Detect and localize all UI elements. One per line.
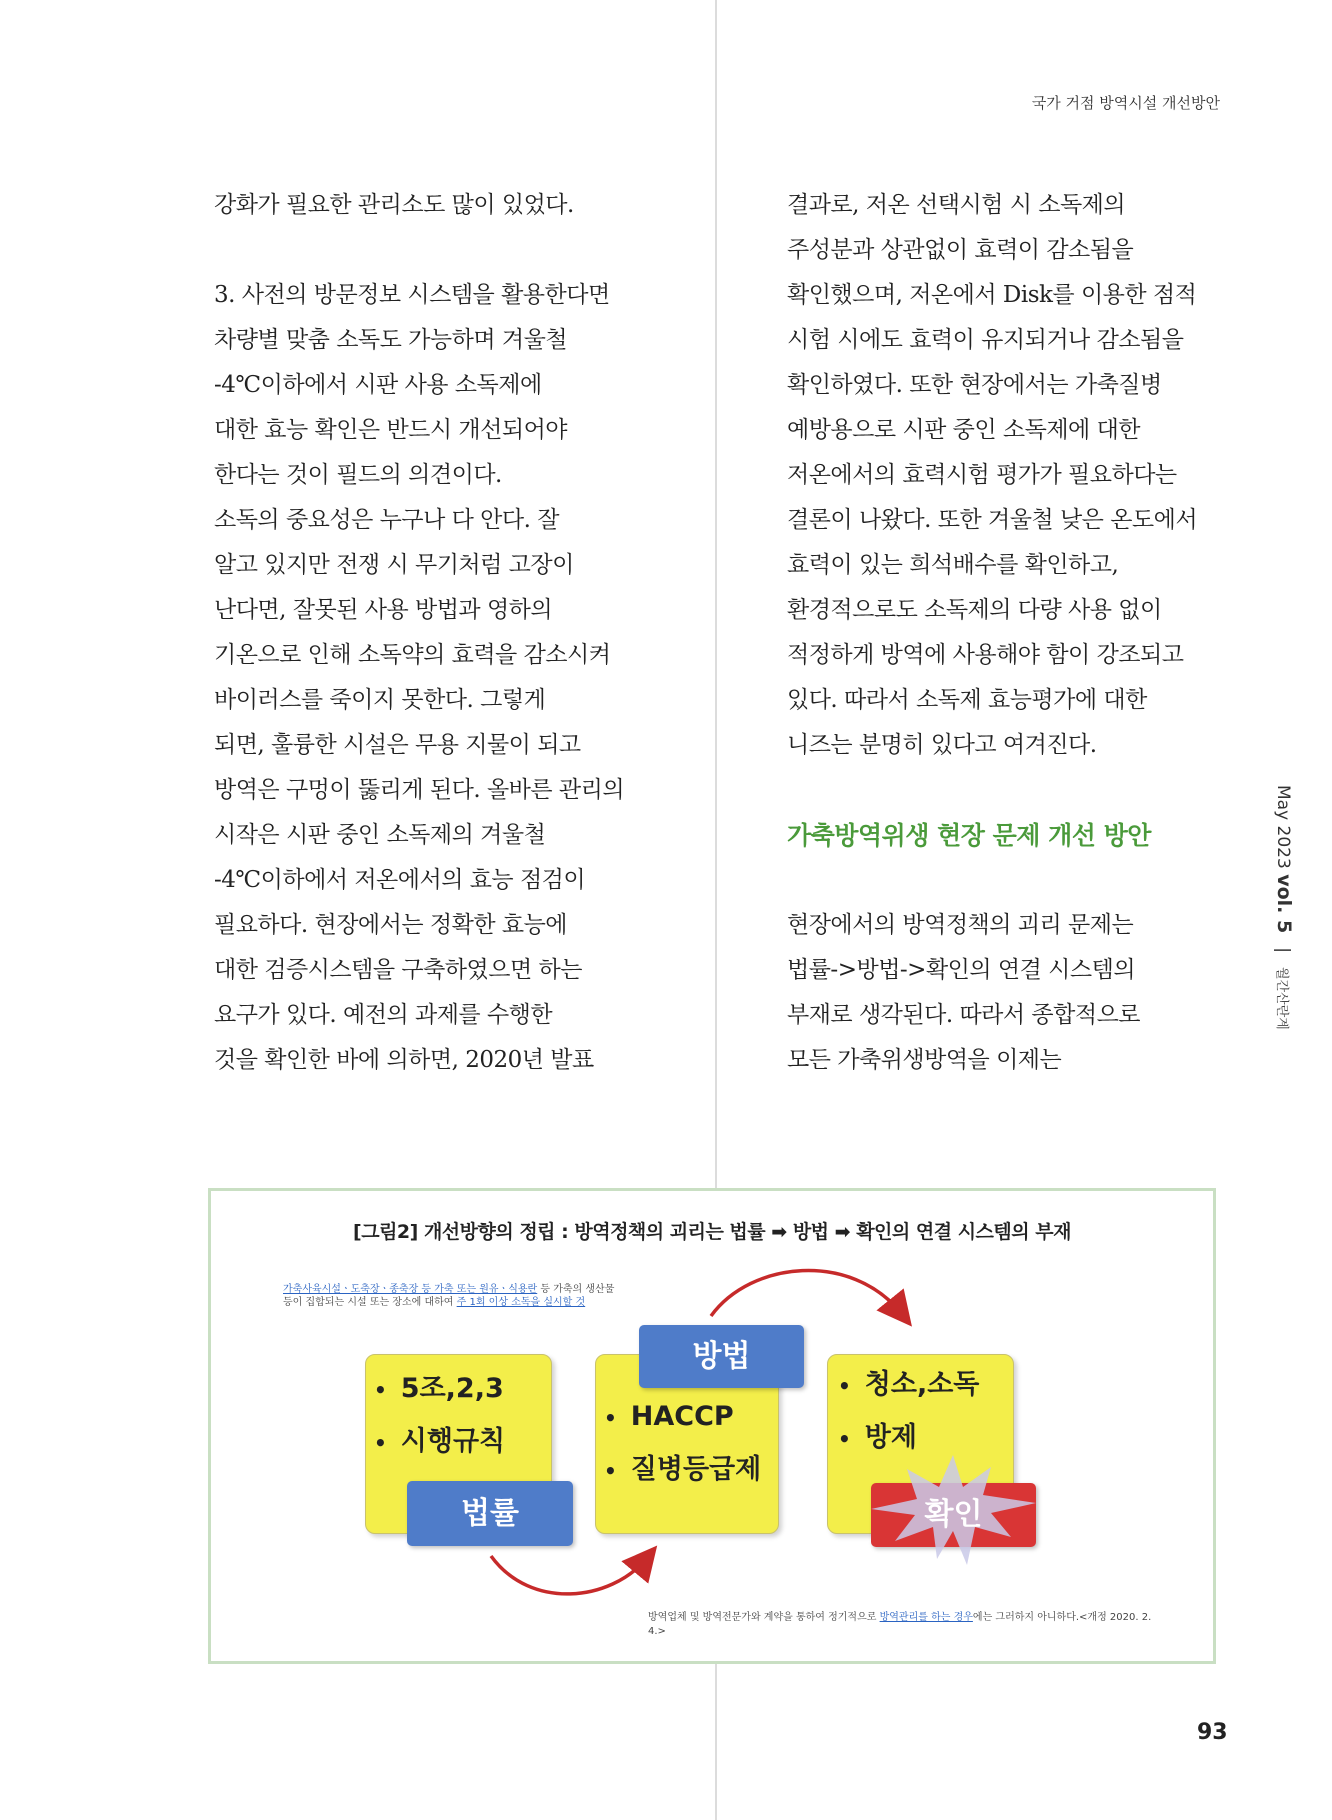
body-line: 저온에서의 효력시험 평가가 필요하다는 [787,462,1177,488]
body-line: 방역은 구멍이 뚫리게 된다. 올바른 관리의 [214,777,625,803]
body-line: 소독의 중요성은 누구나 다 안다. 잘 [214,507,559,533]
body-line: 한다는 것이 필드의 의견이다. [214,462,502,488]
blank-line [787,858,1197,903]
list-item: • HACCP [604,1401,734,1432]
body-line: -4℃이하에서 시판 사용 소독제에 [214,372,542,398]
body-line: 3. 사전의 방문정보 시스템을 활용한다면 [214,282,610,308]
body-line: 결과로, 저온 선택시험 시 소독제의 [787,192,1126,218]
body-line: 요구가 있다. 예전의 과제를 수행한 [214,1002,553,1028]
body-line: 주성분과 상관없이 효력이 감소됨을 [787,237,1134,263]
body-line: 현장에서의 방역정책의 괴리 문제는 [787,912,1134,938]
body-line: 확인했으며, 저온에서 Disk를 이용한 점적 [787,282,1197,308]
body-line: 모든 가축위생방역을 이제는 [787,1047,1062,1073]
list-item: • 방제 [838,1422,917,1453]
body-line: 기온으로 인해 소독약의 효력을 감소시켜 [214,642,611,668]
body-line: 법률->방법->확인의 연결 시스템의 [787,957,1136,983]
body-line: 효력이 있는 희석배수를 확인하고, [787,552,1119,578]
page-number: 93 [1197,1720,1228,1745]
figure-caption: [그림2] 개선방향의 정립 : 방역정책의 괴리는 법률 ➡ 방법 ➡ 확인의 연결 시스템의 부재 [353,1221,1071,1243]
blank-line [787,768,1197,813]
right-text-column [787,183,1197,1083]
right-arrow-icon: ➡ [834,1221,851,1243]
body-line: 강화가 필요한 관리소도 많이 있었다. [214,192,574,218]
figure-note-bottom: 방역업체 및 방역전문가와 계약을 통하여 정기적으로 방역관리를 하는 경우에는 그러하지 아니하다.<개정 2020. 2. 4.> [648,1612,1152,1637]
body-line: 결론이 나왔다. 또한 겨울철 낮은 온도에서 [787,507,1198,533]
figure-2 [208,1188,1216,1664]
body-line: 난다면, 잘못된 사용 방법과 영하의 [214,597,553,623]
body-line: 바이러스를 죽이지 못한다. 그렇게 [214,687,546,713]
body-line: 필요하다. 현장에서는 정확한 효능에 [214,912,568,938]
body-line: 것을 확인한 바에 의하면, 2020년 발표 [214,1047,594,1073]
body-line: 예방용으로 시판 중인 소독제에 대한 [787,417,1141,443]
running-header: 국가 거점 방역시설 개선방안 [1031,94,1220,112]
arc-arrow-law-to-method [491,1556,646,1594]
issue-date: May 2023 [1273,785,1293,869]
magazine-name: 월간산란계 [1274,966,1289,1030]
body-line: 부재로 생각된다. 따라서 종합적으로 [787,1002,1141,1028]
body-line: -4℃이하에서 저온에서의 효능 점검이 [214,867,586,893]
arc-arrow-method-to-confirm [711,1270,901,1316]
left-text-column [214,183,624,1083]
body-line: 대한 효능 확인은 반드시 개선되어야 [214,417,568,443]
side-issue-tag [1265,785,1295,1030]
list-item: • 질병등급제 [604,1454,762,1485]
blank-line [214,228,624,273]
body-line: 있다. 따라서 소독제 효능평가에 대한 [787,687,1147,713]
law-label: 법률 [407,1481,573,1546]
body-line: 시작은 시판 중인 소독제의 겨울철 [214,822,546,848]
section-heading: 가축방역위생 현장 문제 개선 방안 [787,821,1151,850]
side-tag-text: May 2023 vol. 5|월간산란계 [1273,785,1295,1030]
body-line: 되면, 훌륭한 시설은 무용 지물이 되고 [214,732,581,758]
body-line: 확인하였다. 또한 현장에서는 가축질병 [787,372,1162,398]
method-label: 방법 [639,1325,804,1388]
confirm-label: 확인 [871,1483,1036,1547]
body-line: 니즈는 분명히 있다고 여겨진다. [787,732,1097,758]
body-line: 알고 있지만 전쟁 시 무기처럼 고장이 [214,552,574,578]
body-line: 대한 검증시스템을 구축하였으면 하는 [214,957,582,983]
figure-note-top: 가축사육시설ㆍ도축장ㆍ종축장 등 가축 또는 원유ㆍ식용란 등 가축의 생산물 등이 집합되는 시설 또는 장소에 대하여 주 1회 이상 소독을 실시할 것 [283,1284,615,1308]
list-item: • 시행규칙 [374,1426,506,1457]
list-item: • 5조,2,3 [374,1373,504,1404]
right-arrow-icon: ➡ [771,1221,787,1243]
body-line: 시험 시에도 효력이 유지되거나 감소됨을 [787,327,1184,353]
body-line: 환경적으로도 소독제의 다량 사용 없이 [787,597,1162,623]
list-item: • 청소,소독 [838,1369,980,1400]
body-line: 차량별 맞춤 소독도 가능하며 겨울철 [214,327,568,353]
body-line: 적정하게 방역에 사용해야 함이 강조되고 [787,642,1184,668]
issue-volume: vol. 5 [1273,874,1295,934]
